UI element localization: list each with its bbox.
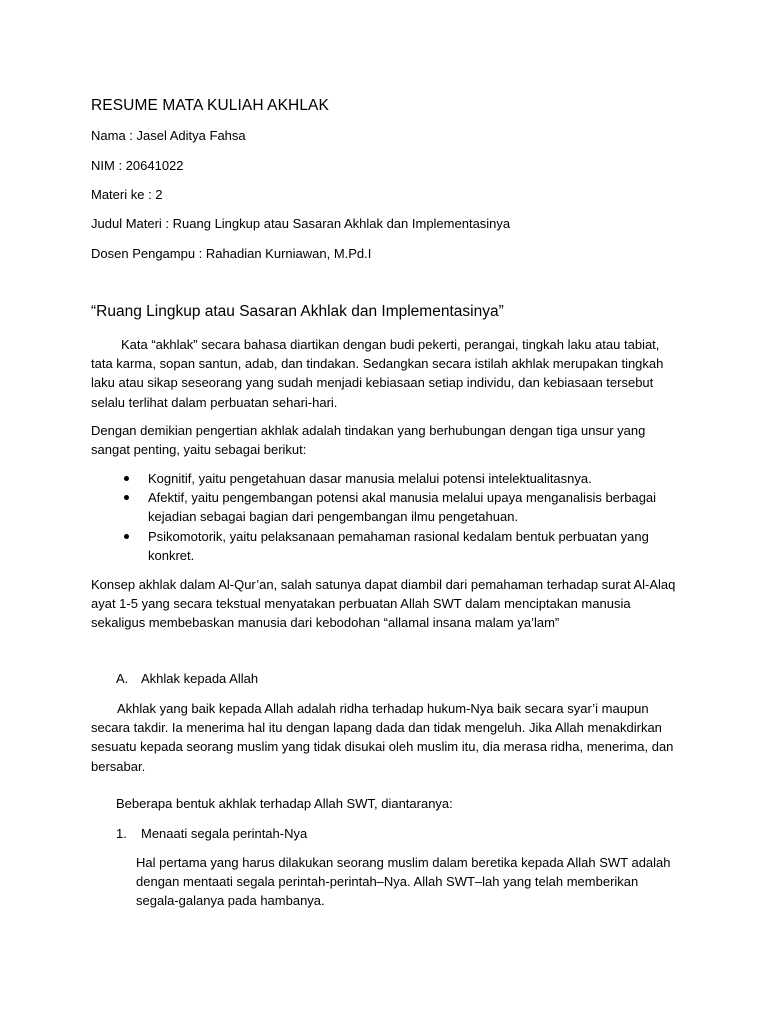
list-item (120, 527, 680, 565)
paragraph-akhlak-allah: Akhlak yang baik kepada Allah adalah ridha terhadap hukum-Nya baik secara syar’i maupun secara takdir. Ia menerima hal itu dengan lapang dada dan tidak mengeluh. Jika Allah menakdirkan sesuatu kepada seorang muslim yang tidak disukai oleh muslim itu, dia merasa ridha, menerima, dan bersabar. (91, 701, 674, 774)
elements-list (120, 469, 680, 565)
list-item-text: Psikomotorik, yaitu pelaksanaan pemahaman rasional kedalam bentuk perbuatan yang konkret. (148, 528, 649, 563)
student-name: Nama : Jasel Aditya Fahsa (91, 128, 246, 143)
list-item (120, 488, 680, 526)
student-nim: NIM : 20641022 (91, 158, 184, 173)
paragraph-forms-intro: Beberapa bentuk akhlak terhadap Allah SWT, diantaranya: (116, 796, 453, 811)
section-subtitle: “Ruang Lingkup atau Sasaran Akhlak dan Implementasinya” (91, 303, 504, 320)
material-number: Materi ke : 2 (91, 187, 163, 202)
list-item-text: Kognitif, yaitu pengetahuan dasar manusia melalui potensi intelektualitasnya. (148, 471, 592, 486)
paragraph-obey-commands: Hal pertama yang harus dilakukan seorang muslim dalam beretika kepada Allah SWT adalah dengan mentaati segala perintah-perintah–Nya. Allah SWT–lah yang telah memberikan segala-galanya pada hambanya. (136, 855, 671, 909)
material-title: Judul Materi : Ruang Lingkup atau Sasaran Akhlak dan Implementasinya (91, 216, 511, 231)
lecturer: Dosen Pengampu : Rahadian Kurniawan, M.Pd.I (91, 246, 372, 261)
item-1-heading (116, 824, 307, 843)
section-a-heading (116, 669, 258, 688)
paragraph-definition: Kata “akhlak” secara bahasa diartikan dengan budi pekerti, perangai, tingkah laku atau tabiat, tata karma, sopan santun, adab, dan tindakan. Sedangkan secara istilah akhlak merupakan tingkah laku atau sikap seseorang yang sudah menjadi kebiasaan setiap individu, dan kebiasaan tersebut selalu terlihat dalam perbuatan sehari-hari. (91, 337, 664, 410)
item-1-label: Menaati segala perintah-Nya (141, 826, 308, 841)
document-title: RESUME MATA KULIAH AKHLAK (91, 97, 329, 114)
item-1-marker: 1. (116, 826, 127, 841)
section-a-label: Akhlak kepada Allah (141, 671, 259, 686)
section-a-marker: A. (116, 671, 129, 686)
paragraph-elements-intro: Dengan demikian pengertian akhlak adalah tindakan yang berhubungan dengan tiga unsur yang sangat penting, yaitu sebagai berikut: (91, 423, 646, 458)
bullet-icon (124, 476, 129, 481)
bullet-icon (124, 495, 129, 500)
list-item-text: Afektif, yaitu pengembangan potensi akal manusia melalui upaya menganalisis berbagai kejadian sebagai bagian dari pengembangan ilmu pengetahuan. (148, 490, 657, 525)
list-item (120, 469, 680, 488)
bullet-icon (124, 534, 129, 539)
paragraph-quran-concept: Konsep akhlak dalam Al-Qur’an, salah satunya dapat diambil dari pemahaman terhadap surat Al-Alaq ayat 1-5 yang secara tekstual menyatakan perbuatan Allah SWT dalam menciptakan manusia sekaligus membebaskan manusia dari kebodohan “allamal insana malam ya’lam” (91, 577, 676, 631)
